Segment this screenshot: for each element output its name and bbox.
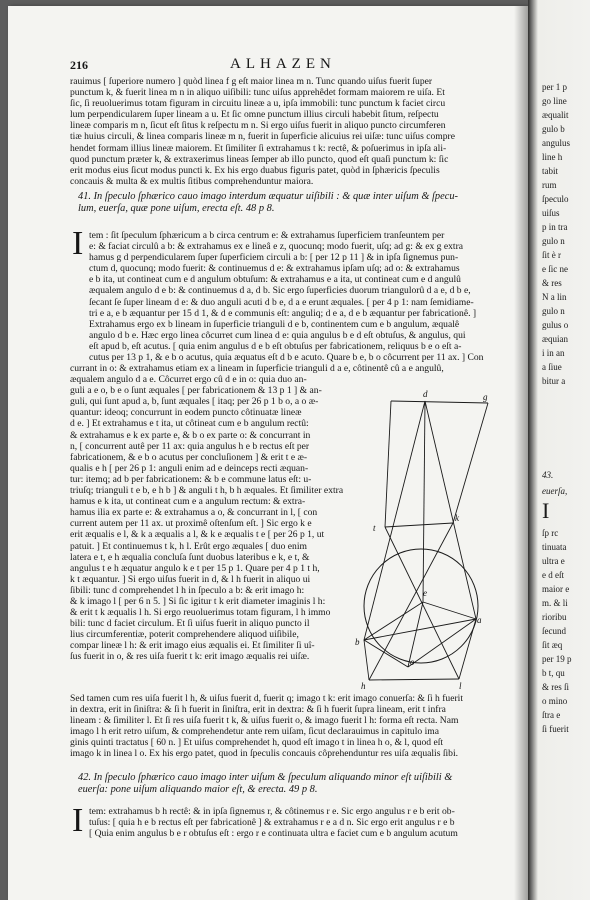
text-line: lum perpendicularem ſuper lineam a u. Et ſic omne punctum illius circuli habebit ſitum, reſpectu <box>70 109 439 121</box>
text-line: punctum k, & fuerit linea m n in aliquo uiſibili: tunc uiſus apprehêdet formam maiorem re uiſa. Et <box>70 87 445 99</box>
recto-fragment: ſpeculo <box>542 194 569 204</box>
recto-fragment: b t, qu <box>542 668 565 678</box>
proposition-41-heading <box>78 191 510 215</box>
figure-label-b: b <box>355 637 360 647</box>
line-b-o <box>364 640 408 667</box>
recto-fragment: 43. <box>542 470 554 480</box>
recto-fragment: go line <box>542 96 567 106</box>
recto-fragment: m. & li <box>542 598 568 608</box>
proposition-42-text <box>89 806 510 839</box>
line-top <box>391 401 488 403</box>
text-line: quantur: ideoq; concurrunt in eodem puncto côtinuatæ lineæ <box>70 407 302 419</box>
line-g-k <box>453 403 488 523</box>
text-line: tiæ huius circuli, & linea comparis lineæ m n, fuerit in ſuperficie alicuius rei uiſæ: tunc uiſus compre <box>70 131 455 143</box>
text-line: hamus ilia ex parte e: & extrahamus a o, & concurrant in l, [ con <box>70 507 318 519</box>
recto-fragment: ſecund <box>542 626 566 636</box>
figure-label-o: o <box>410 657 415 667</box>
heading-line: lum, euerſa, quæ pone uiſum, erecta eſt. 48 p 8. <box>78 203 275 214</box>
text-line: angulus t e h æquatur angulo k e t per 15 p 1. Quare per 4 p 1 t h, <box>70 562 320 574</box>
gutter-shadow <box>514 6 528 900</box>
text-line: in dextra, erit in ſiniſtra: & ſi h fuerit in ſiniſtra, erit in dextra: & ſi h fuerit ſupra lineam, erit t infra <box>70 704 446 716</box>
recto-fragment: æquian <box>542 334 568 344</box>
figure-label-l: l <box>459 681 462 691</box>
recto-fragment: e d eſt <box>542 570 564 580</box>
page-number: 216 <box>70 58 88 72</box>
recto-fragment: ſtra e <box>542 710 561 720</box>
recto-fragment: bitur a <box>542 376 566 386</box>
text-line: lineam : & ſimiliter l. Et ſi res uiſa fuerit t k, & uiſus fuerit o, & imago fuerit l h: forma eſt recta. Nam <box>70 715 459 727</box>
text-line: ginis quinti tractatus [ 60 n. ] Et uiſus comprehendet h, quod eſt imago t in linea h o, & l, quod eſt <box>70 737 444 749</box>
recto-fragment: N a lin <box>542 292 567 302</box>
text-line: Extrahamus ergo ex b lineam in ſuperficie trianguli d e b, continentem cum e b angulum, æqualê <box>89 318 460 330</box>
text-line: fabricationem, & e b o acutus per concluſionem ] & erit t e æ- <box>70 451 308 463</box>
text-line: latera e t, e h æqualia concluſa ſunt duobus lateribus e k, e t, & <box>70 551 310 563</box>
recto-fragment: gulus o <box>542 320 569 330</box>
text-line: ſecant ſe ſuper lineam d e: & duo anguli acuti d b e, d a e erunt æquales. [ per 4 p 1: nam ſemidiame- <box>89 296 474 308</box>
text-line: [ Quia enim angulus b e r obtuſus eſt : ergo r e continuata ultra e faciet cum e b angulum acutum <box>89 828 458 840</box>
text-line: compar lineæ l h: & erit imago eius æqualis ei. Et ſimiliter ſi uî- <box>70 640 315 652</box>
text-line: & k imago l [ per 6 n 5. ] Si ſic igitur t k erit diameter imaginis l h: <box>70 595 326 607</box>
line-d-b <box>364 401 425 640</box>
geometric-figure <box>355 389 490 691</box>
text-line: rauimus [ ſuperiore numero ] quòd linea f g eſt maior linea m n. Tunc quando uiſus fuerit ſuper <box>70 76 433 87</box>
text-line: bili: tunc d faciet circulum. Et ſi uiſus fuerit in aliquo puncto il <box>70 618 310 630</box>
heading-line: euerſa: pone uiſum aliquando maior eſt, & erecta. 49 p 8. <box>78 784 318 795</box>
recto-fragment: & res ſi <box>542 682 569 692</box>
recto-fragment: gulo n <box>542 236 565 246</box>
paragraph-continuation <box>70 76 510 187</box>
figure-label-t: t <box>373 523 376 533</box>
book-page-recto-edge <box>528 0 590 900</box>
text-line: tri e a, e b æquantur per 15 d 1, & d e communis eſt: anguliq; d e a, d e b æquantur per fabricationê. ] <box>89 307 477 319</box>
line-b-h <box>364 640 369 680</box>
text-line: ſic, ſi reuoluerimus totam figuram in circuitu lineæ a u, ipſa immobili: tunc punctum k faciet circu <box>70 98 446 110</box>
line-e-a <box>423 602 476 619</box>
recto-fragment: line h <box>542 152 563 162</box>
recto-fragment: o mino <box>542 696 568 706</box>
text-line: guli a e o, b e o ſunt æquales [ per fabricationem & 13 p 1 ] & an- <box>70 385 322 397</box>
recto-fragment: gulo n <box>542 306 565 316</box>
figure-label-h: h <box>361 681 366 691</box>
text-line: guli, qui ſunt apud a, b, ſunt æquales [ itaq; per 26 p 1 b o, a o æ- <box>70 396 319 408</box>
drop-cap-41: I <box>72 225 84 262</box>
text-line: æqualem angulo d e b: & continuemus d a, d b. Sic ergo ſuperficies duorum triangulorû d a e, d b e, <box>89 285 471 297</box>
figure-label-d: d <box>423 389 428 399</box>
recto-fragment: rioribu <box>542 612 567 622</box>
recto-fragment: gulo b <box>542 124 565 134</box>
text-line: cutus per 13 p 1, & e b o acutus, quia æquatus eſt d b e acuto. Quare b e, b o côcurrent per 11 ax. ] Con <box>89 352 484 364</box>
text-line: erit modus eius ſicut modus puncti k. Ex his ergo duabus figuris patet, quòd in ſphæricis ſpeculis <box>70 164 440 176</box>
mirror-circle <box>364 549 478 663</box>
text-line: currant in o: & extrahamus etiam ex a lineam in ſuperficie trianguli d a e, côtinentê cû a e angulû, <box>70 363 444 374</box>
running-head: ALHAZEN <box>230 56 336 72</box>
line-top-t <box>385 401 391 527</box>
text-line: triuſq; trianguli t e b, e h b ] & anguli t h, b h æquales. Et ſimiliter extra <box>70 485 344 497</box>
text-line: current autem per 11 ax. ut proximê oſtenſum eſt. ] Sic ergo k e <box>70 518 312 530</box>
proposition-41-conclusion <box>70 693 510 760</box>
text-line: æqualem angulo d a e. Côcurret ergo cû d e in o: quia duo an- <box>70 374 307 386</box>
text-line: & erit t k æqualis l h. Si ergo reuoluerimus totam figuram, l h immo <box>70 607 331 619</box>
drop-cap-42: I <box>72 802 84 839</box>
heading-line: 41. In ſpeculo ſphærico cauo imago interdum æquatur uiſibili : & quæ inter uiſum & ſpecu- <box>78 191 458 202</box>
figure-label-g: g <box>483 392 488 402</box>
recto-fragment: per 1 p <box>542 82 567 92</box>
text-line: ctum d, quocunq; modo fuerit: & continuemus d e: & extrahamus ipſam uſq; ad o: & extrahamus <box>89 263 460 275</box>
recto-fragment: rum <box>542 180 557 190</box>
text-line: hendet formam illius lineæ maiorem. Et ſimiliter ſi extrahamus t k: rectê, & poſuerimus in ipſa ali- <box>70 142 447 154</box>
recto-fragment: i in an <box>542 348 565 358</box>
line-t-k <box>385 523 453 527</box>
text-line: ſibili: tunc d comprehendet l h in ſpeculo a b: & erit imago h: <box>70 584 305 596</box>
figure-label-a: a <box>477 615 482 625</box>
recto-fragment: euerſa, <box>542 486 568 496</box>
text-line: eſt apud b, eſt acutus. [ quia enim angulus d e b eſt obtuſus per fabricationem, reliquus b e o eſt a- <box>89 340 462 352</box>
text-line: Sed tamen cum res uiſa fuerit l h, & uiſus fuerit d, fuerit q; imago t k: erit imago conuerſa: & ſi h fuerit <box>70 693 463 704</box>
recto-fragment: maior e <box>542 584 570 594</box>
text-line: angulo d b e. Hæc ergo linea côcurret cum linea d e: quia angulus b e d eſt obtuſus, & angulus, qui <box>89 329 466 341</box>
text-line: qualis e h [ per 26 p 1: anguli enim ad e deinceps recti æquan- <box>70 462 309 474</box>
page-header <box>70 58 510 74</box>
figure-label-k: k <box>455 513 459 523</box>
text-line: tem : ſit ſpeculum ſphæricum a b circa centrum e: & extrahamus ſuperficiem tranſeuntem per <box>89 230 445 241</box>
proposition-42-heading <box>78 772 510 796</box>
recto-fragment: tabit <box>542 166 558 176</box>
recto-fragment: ultra e <box>542 556 565 566</box>
recto-fragment: ſp rc <box>542 528 559 538</box>
recto-fragment: e ſic ne <box>542 264 568 274</box>
recto-fragment: I <box>542 498 550 523</box>
text-line: patuit. ] Et continuemus t k, h l. Erût ergo æquales [ duo enim <box>70 540 307 552</box>
text-line: tur: itemq; ad b per fabricationem: & b e commune latus eſt: u- <box>70 473 312 485</box>
text-line: hamus e k ita, ut contineat cum e a angulum rectum: & extra- <box>70 496 306 508</box>
recto-fragment: uiſus <box>542 208 560 218</box>
text-line: e: & faciat circulû a b: & extrahamus ex e lineâ e z, quocunq; modo fuerit, uſq; ad g: & ex g extra <box>89 241 464 253</box>
text-line: lineæ comparis m n, ſicut eſt ſitus k reſpectu m n. Si ergo uiſus fuerit in aliquo puncto circumferen <box>70 120 446 132</box>
recto-fragment: angulus <box>542 138 570 148</box>
proposition-41-text-beside-figure <box>70 363 444 663</box>
text-line: hamus g d perpendicularem ſuper ſuperficiem circuli a b: [ per 12 p 11 ] & in ipſa ſignemus pun- <box>89 252 459 264</box>
text-line: n, [ concurrent autê per 11 ax: quia angulus h e b rectus eſt per <box>70 440 310 452</box>
recto-fragment: tinuata <box>542 542 567 552</box>
text-line: tuſus: [ quia h e b rectus eſt per fabricationê ] & extrahamus r e a d n. Sic ergo erit angulus r e b <box>89 817 455 829</box>
line-d-e <box>423 401 425 602</box>
figure-label-e: e <box>423 588 427 598</box>
recto-fragment: p in tra <box>542 222 568 232</box>
recto-fragment: ſit è r <box>542 250 561 260</box>
text-line: tem: extrahamus b h rectê: & in ipſa ſignemus r, & côtinemus r e. Sic ergo angulus r e b erit ob- <box>89 806 455 817</box>
recto-fragment: a ſiue <box>542 362 562 372</box>
line-d-a <box>425 401 476 619</box>
text-line: imago k in linea l o. Ex his ergo patet, quod in ſpeculis concauis côprehenduntur res uiſa æqualis ſibi. <box>70 748 459 760</box>
recto-fragment: ſit æq <box>542 640 563 650</box>
recto-fragment: & res <box>542 278 562 288</box>
text-line: erit æqualis e l, & k a æqualis a l, & k e æqualis t e [ per 26 p 1, ut <box>70 529 325 541</box>
text-line: d e. ] Et extrahamus e t ita, ut côtineat cum e b angulum rectû: <box>70 418 309 430</box>
recto-fragment: æqualit <box>542 110 569 120</box>
heading-line: 42. In ſpeculo ſphærico cauo imago inter uiſum & ſpeculum aliquando minor eſt uiſibili & <box>78 772 453 783</box>
line-a-o <box>408 619 476 667</box>
recto-fragment: per 19 p <box>542 654 572 664</box>
text-line: quod punctum præter k, & extraxerimus lineas ſemper ab illo puncto, quod eſt quaſi punctum k: ſic <box>70 153 449 165</box>
text-line: k t æquantur. ] Si ergo uiſus fuerit in d, & l h fuerit in aliquo ui <box>70 573 311 585</box>
proposition-41-text <box>89 230 510 363</box>
line-h-l <box>369 679 459 680</box>
recto-fragment: ſi fuerit <box>542 724 569 734</box>
text-line: e b ita, ut contineat cum e d angulum obtuſum: & extrahamus e a ita, ut contineat cum e d angulû <box>89 274 461 286</box>
text-line: concauis & multa & ex multis ſitibus comprehenduntur maiora. <box>70 175 314 187</box>
line-a-l <box>459 619 476 679</box>
text-line: & extrahamus e k ex parte e, & b o ex parte o: & concurrant in <box>70 429 311 441</box>
text-line: imago l h erit retro uiſum, & comprehendetur ante rem uiſam, ſicut declarauimus in capitulo ima <box>70 726 439 738</box>
text-line: lius circumferentiæ, poterit comprehendere aliquod uiſibile, <box>70 629 299 641</box>
text-line: ſus fuerit in o, & res uiſa fuerit t k: erit imago æqualis rei uiſæ. <box>70 651 310 663</box>
